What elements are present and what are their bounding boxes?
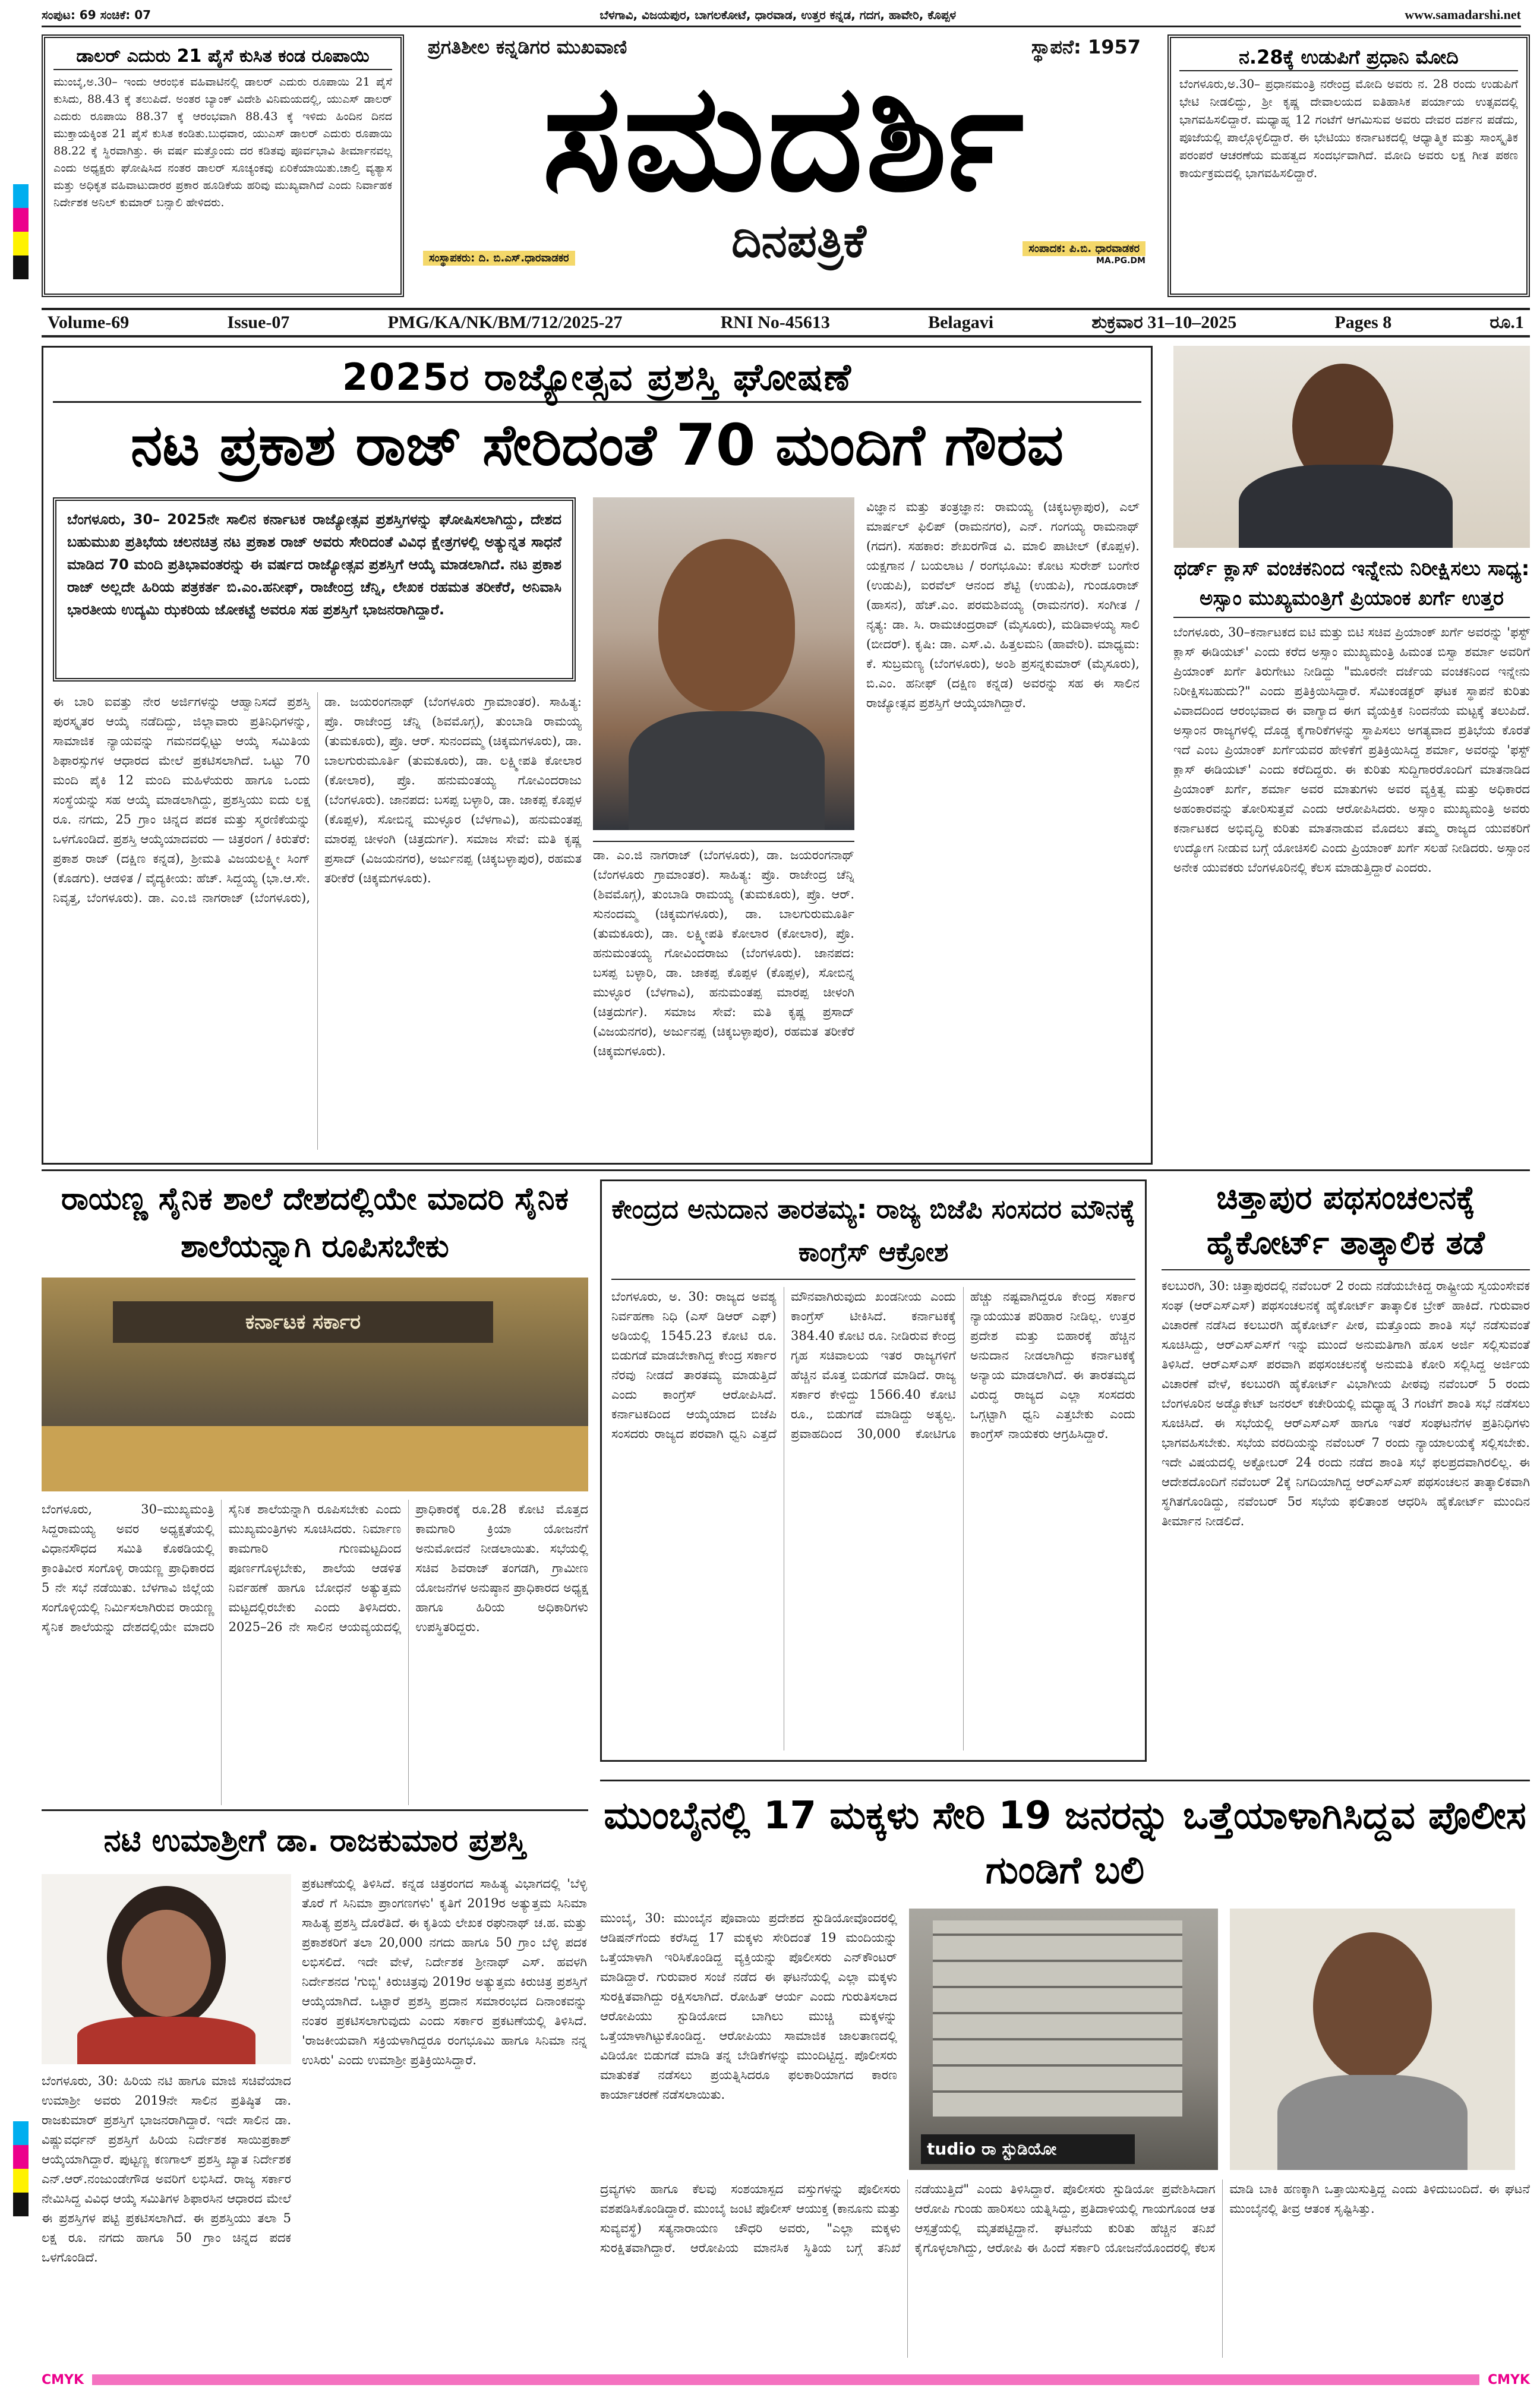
umashree-row bbox=[42, 1874, 588, 2339]
footer-pink-strip bbox=[92, 2374, 1479, 2385]
chittapur-body: ಕಲಬುರಗಿ, 30: ಚಿತ್ತಾಪುರದಲ್ಲಿ ನವೆಂಬರ್ 2 ರಂದು ನಡೆಯಬೇಕಿದ್ದ ರಾಷ್ಟ್ರೀಯ ಸ್ವಯಂಸೇವಕ ಸಂಘ (ಆರ್‌ಎಸ್‌ಎಸ್) ಪಥಸಂಚಲನಕ್ಕೆ ಹೈಕೋರ್ಟ್ ತಾತ್ಕಾಲಿಕ ಬ್ರೇಕ್ ಹಾಕಿದೆ. ಗುರುವಾರ ವಿಚಾರಣೆ ನಡೆಸಿದ ಕಲಬುರಗಿ ಹೈಕೋರ್ಟ್ ಪೀಠ, ಮತ್ತೊಂದು ಶಾಂತಿ ಸಭೆ ನಡೆಸುವಂತೆ ಸೂಚಿಸಿದ್ದು, ಆರ್‌ಎಸ್‌ಎಸ್‌ಗೆ ಇನ್ನು ಮುಂದೆ ಅನುಮತಿಗಾಗಿ ಹೊಸ ಅರ್ಜಿ ಸಲ್ಲಿಸುವಂತೆ ತಿಳಿಸಿದೆ. ಆರ್‌ಎಸ್‌ಎಸ್ ಪರವಾಗಿ ಪಥಸಂಚಲನಕ್ಕೆ ಅನುಮತಿ ಕೋರಿ ಸಲ್ಲಿಸಿದ್ದ ಅರ್ಜಿಯ ವಿಚಾರಣೆ ವೇಳೆ, ಕಲಬುರಗಿ ಹೈಕೋರ್ಟ್ ವಿಭಾಗೀಯ ಪೀಠವು ನವೆಂಬರ್ 5 ರಂದು ಬೆಂಗಳೂರಿನ ಅಡ್ವೊಕೇಟ್ ಜನರಲ್ ಕಚೇರಿಯಲ್ಲಿ ಮಧ್ಯಾಹ್ನ 3 ಗಂಟೆಗೆ ಶಾಂತಿ ಸಭೆ ನಡೆಸಲು ಸೂಚಿಸಿದೆ. ಈ ಸಭೆಯಲ್ಲಿ ಆರ್‌ಎಸ್‌ಎಸ್ ಹಾಗೂ ಇತರೆ ಸಂಘಟನೆಗಳ ಪ್ರತಿನಿಧಿಗಳು ಭಾಗವಹಿಸಬೇಕು. ಸಭೆಯ ವರದಿಯನ್ನು ನವೆಂಬರ್ 7 ರಂದು ನ್ಯಾಯಾಲಯಕ್ಕೆ ಸಲ್ಲಿಸಬೇಕು. ಇದೇ ವಿಷಯದಲ್ಲಿ ಅಕ್ಟೋಬರ್ 24 ರಂದು ನಡೆದ ಶಾಂತಿ ಸಭೆ ಫಲಪ್ರದವಾಗಿರಲಿಲ್ಲ. ಈ ಆದೇಶದೊಂದಿಗೆ ನವೆಂಬರ್ 2ಕ್ಕೆ ನಿಗದಿಯಾಗಿದ್ದ ಆರ್‌ಎಸ್‌ಎಸ್ ಪಥಸಂಚಲನ ತಾತ್ಕಾಲಿಕವಾಗಿ ಸ್ಥಗಿತಗೊಂಡಿದ್ದು, ನವೆಂಬರ್ 5ರ ಸಭೆಯ ಫಲಿತಾಂಶ ಆಧರಿಸಿ ಹೈಕೋರ್ಟ್ ಮುಂದಿನ ತೀರ್ಮಾನ ನೀಡಲಿದೆ. bbox=[1162, 1279, 1530, 1528]
umashree-photo bbox=[42, 1874, 291, 2064]
priyank-kharge-photo bbox=[1173, 346, 1530, 548]
cmyk-cyan-bottom bbox=[13, 2121, 29, 2145]
chittapur-story bbox=[1162, 1175, 1530, 1770]
funds-headline: ಕೇಂದ್ರದ ಅನುದಾನ ತಾರತಮ್ಯ: ರಾಜ್ಯ ಬಿಜೆಪಿ ಸಂಸದರ ಮೌನಕ್ಕೆ ಕಾಂಗ್ರೆಸ್ ಆಕ್ರೋಶ bbox=[611, 1188, 1135, 1280]
umashree-body-right: ಪ್ರಕಟಣೆಯಲ್ಲಿ ತಿಳಿಸಿದೆ. ಕನ್ನಡ ಚಿತ್ರರಂಗದ ಸಾಹಿತ್ಯ ವಿಭಾಗದಲ್ಲಿ 'ಬೆಳ್ಳಿ ತೊರೆ ಗೆ ಸಿನಿಮಾ ಪ್ರಾಂಗಣಗಳು' ಕೃತಿಗೆ 2019ರ ಅತ್ಯುತ್ತಮ ಸಿನಿಮಾ ಸಾಹಿತ್ಯ ಪ್ರಶಸ್ತಿ ದೊರೆತಿದೆ. ಈ ಕೃತಿಯ ಲೇಖಕ ರಘುನಾಥ್ ಚ.ಹ. ಮತ್ತು ಪ್ರಕಾಶಕರಿಗೆ ತಲಾ 20,000 ನಗದು ಹಾಗೂ 50 ಗ್ರಾಂ ಬೆಳ್ಳಿ ಪದಕ ಲಭಿಸಲಿದೆ. ಇದೇ ವೇಳೆ, ನಿರ್ದೇಶಕ ಶ್ರೀನಾಥ್ ಎಸ್. ಹವಳಗಿ ನಿರ್ದೇಶನದ 'ಗುಬ್ಬಿ' ಕಿರುಚಿತ್ರವು 2019ರ ಅತ್ಯುತ್ತಮ ಕಿರುಚಿತ್ರ ಪ್ರಶಸ್ತಿಗೆ ಆಯ್ಕೆಯಾಗಿದೆ. ಒಟ್ಟಾರೆ ಪ್ರಶಸ್ತಿ ಪ್ರದಾನ ಸಮಾರಂಭದ ದಿನಾಂಕವನ್ನು ನಂತರ ಪ್ರಕಟಿಸಲಾಗುವುದು ಎಂದು ಸರ್ಕಾರ ಪ್ರಕಟಣೆಯಲ್ಲಿ ತಿಳಿಸಿದೆ. 'ರಾಜಕೀಯವಾಗಿ ಸಕ್ರಿಯಳಾಗಿದ್ದರೂ ರಂಗಭೂಮಿ ಹಾಗೂ ಸಿನಿಮಾ ನನ್ನ ಉಸಿರು' ಎಂದು ಉಮಾಶ್ರೀ ಪ್ರತಿಕ್ರಿಯಿಸಿದ್ದಾರೆ. bbox=[302, 1876, 587, 2067]
studio-sign: tudio ರಾ ಸ್ಟುಡಿಯೋ bbox=[921, 2134, 1135, 2164]
photo-banner-text: ಕರ್ನಾಟಕ ಸರ್ಕಾರ bbox=[113, 1301, 493, 1343]
right-ear-body: ಬೆಂಗಳೂರು,ಅ.30– ಪ್ರಧಾನಮಂತ್ರಿ ನರೇಂದ್ರ ಮೋದಿ ಅವರು ನ. 28 ರಂದು ಉಡುಪಿಗೆ ಭೇಟಿ ನೀಡಲಿದ್ದು, ಶ್ರೀ ಕೃಷ್ಣ ದೇವಾಲಯದ ಐತಿಹಾಸಿಕ ಪರ್ಯಾಯ ಉತ್ಸವದಲ್ಲಿ ಭಾಗವಹಿಸಲಿದ್ದಾರೆ. ಮಧ್ಯಾಹ್ನ 12 ಗಂಟೆಗೆ ಆಗಮಿಸುವ ಅವರು ದೇವರ ದರ್ಶನ ಪಡೆದು, ಪೂಜೆಯಲ್ಲಿ ಪಾಲ್ಗೊಳ್ಳಲಿದ್ದಾರೆ. ಈ ಭೇಟಿಯು ಕರ್ನಾಟಕದಲ್ಲಿ ಆಧ್ಯಾತ್ಮಿಕ ಮತ್ತು ಸಾಂಸ್ಕೃತಿಕ ಪರಂಪರೆ ಆಚರಣೆಯ ಮಹತ್ವದ ಸಂದರ್ಭವಾಗಿದೆ. ಮೋದಿ ಅವರು ಲಕ್ಷ ಗೀತ ಪಠಣ ಕಾರ್ಯಕ್ರಮದಲ್ಲಿ ಭಾಗವಹಿಸಲಿದ್ದಾರೆ. bbox=[1179, 77, 1518, 180]
lead-intro: ಬೆಂಗಳೂರು, 30– 2025ನೇ ಸಾಲಿನ ಕರ್ನಾಟಕ ರಾಜ್ಯೋತ್ಸವ ಪ್ರಶಸ್ತಿಗಳನ್ನು ಘೋಷಿಸಲಾಗಿದ್ದು, ದೇಶದ ಬಹುಮುಖ ಪ್ರತಿಭೆಯ ಚಲನಚಿತ್ರ ನಟ ಪ್ರಕಾಶ ರಾಜ್ ಅವರು ಸೇರಿದಂತೆ ವಿವಿಧ ಕ್ಷೇತ್ರಗಳಲ್ಲಿ ಅತ್ಯುನ್ನತ ಸಾಧನೆ ಮಾಡಿದ 70 ಮಂದಿ ಪ್ರತಿಭಾವಂತರನ್ನು ಈ ವರ್ಷದ ರಾಜ್ಯೋತ್ಸವ ಪ್ರಶಸ್ತಿಗೆ ಆಯ್ಕೆ ಮಾಡಲಾಗಿದೆ. ನಟ ಪ್ರಕಾಶ ರಾಜ್ ಅಲ್ಲದೇ ಹಿರಿಯ ಪತ್ರಕರ್ತ ಬಿ.ಎಂ.ಹನೀಫ್, ರಾಜೇಂದ್ರ ಚೆನ್ನಿ, ಲೇಖಕ ರಹಮತ ತರೀಕೆರೆ, ಅನಿವಾಸಿ ಭಾರತೀಯ ಉದ್ಯಮಿ ಝಕರಿಯ ಜೋಕಟ್ಟೆ ಅವರೂ ಸಹ ಪ್ರಶಸ್ತಿಗೆ ಭಾಜನರಾಗಿದ್ದಾರೆ. bbox=[67, 511, 561, 618]
lead-headline: ನಟ ಪ್ರಕಾಶ ರಾಜ್ ಸೇರಿದಂತೆ 70 ಮಂದಿಗೆ ಗೌರವ bbox=[130, 412, 1064, 478]
masthead-bottom-row bbox=[416, 212, 1153, 270]
postal-registration: PMG/KA/NK/BM/712/2025-27 bbox=[387, 313, 623, 332]
section-divider bbox=[42, 1169, 1530, 1171]
website-link[interactable]: www.samadarshi.net bbox=[1405, 7, 1521, 22]
left-ear-body: ಮುಂಬೈ,ಅ.30– ಇಂದು ಆರಂಭಿಕ ವಹಿವಾಟಿನಲ್ಲಿ ಡಾಲರ್ ಎದುರು ರೂಪಾಯಿ 21 ಪೈಸೆ ಕುಸಿದು, 88.43 ಕ್ಕೆ ತಲುಪಿದೆ. ಅಂತರ ಬ್ಯಾಂಕ್ ವಿದೇಶಿ ವಿನಿಮಯದಲ್ಲಿ, ಯುಎಸ್ ಡಾಲರ್ ಎದುರು ರೂಪಾಯಿ 88.37 ಕ್ಕೆ ಆರಂಭವಾಗಿ 88.43 ಕ್ಕೆ ಇಳಿದು ಹಿಂದಿನ ದಿನದ ಮುಕ್ತಾಯಕ್ಕಿಂತ 21 ಪೈಸೆ ಕುಸಿತ ಕಂಡಿತು.ಬುಧವಾರ, ಯುಎಸ್ ಡಾಲರ್ ಎದುರು ರೂಪಾಯಿ 88.22 ಕ್ಕೆ ಸ್ಥಿರವಾಗಿತ್ತು. ಈ ವರ್ಷ ಮತ್ತೊಂದು ದರ ಕಡಿತವು ಪೂರ್ವಭಾವಿ ತೀರ್ಮಾನವಲ್ಲ ಎಂದು ಅಧ್ಯಕ್ಷರು ಘೋಷಿಸಿದ ನಂತರ ಡಾಲರ್ ಸೂಚ್ಯಂಕವು ಏರಿಕೆಯಾಯಿತು.ಚಾಲ್ತಿ ವ್ಯತ್ಯಾಸ ಮತ್ತು ಅಧಿಕೃತ ವಹಿವಾಟುದಾರರ ಪ್ರಕಾರ ಹೂಡಿಕೆಯ ಹರಿವು ಮುಖ್ಯವಾಗಿದೆ ಎಂದು ನಿರ್ವಾಹಕ ನಿರ್ದೇಶಕ ಅನಿಲ್ ಕುಮಾರ್ ಬನ್ಸಾಲಿ ಹೇಳಿದರು. bbox=[53, 75, 392, 209]
prakash-raj-photo bbox=[593, 497, 854, 830]
section-divider-2 bbox=[600, 1780, 1530, 1781]
page-count: Pages 8 bbox=[1334, 313, 1392, 332]
left-ear-headline: ಡಾಲರ್ ಎದುರು 21 ಪೈಸೆ ಕುಸಿತ ಕಂಡ ರೂಪಾಯಿ bbox=[53, 44, 392, 70]
accused-photo bbox=[1230, 1909, 1515, 2170]
rayanna-story bbox=[42, 1175, 588, 1805]
lead-story bbox=[42, 346, 1153, 1165]
right-ear-headline: ನ.28ಕ್ಕೆ ಉಡುಪಿಗೆ ಪ್ರಧಾನಿ ಮೋದಿ bbox=[1179, 44, 1518, 71]
cmyk-cyan-top bbox=[13, 184, 29, 208]
cmyk-black-top bbox=[13, 256, 29, 279]
priyank-headline: ಥರ್ಡ್ ಕ್ಲಾಸ್ ವಂಚಕನಿಂದ ಇನ್ನೇನು ನಿರೀಕ್ಷಿಸಲು ಸಾಧ್ಯ: ಅಸ್ಸಾಂ ಮುಖ್ಯಮಂತ್ರಿಗೆ ಪ್ರಿಯಾಂಕ ಖರ್ಗೆ ಉತ್ತರ bbox=[1173, 554, 1530, 618]
lead-body-left-a: ಈ ಬಾರಿ ಐವತ್ತು ನೇರ ಅರ್ಜಿಗಳನ್ನು ಆಹ್ವಾನಿಸದೆ ಪ್ರಶಸ್ತಿ ಪುರಸ್ಕೃತರ ಆಯ್ಕೆ ನಡೆದಿದ್ದು, ಜಿಲ್ಲಾವಾರು ಪ್ರತಿನಿಧಿಗಳನ್ನು, ಸಾಮಾಜಿಕ ನ್ಯಾಯವನ್ನು ಗಮನದಲ್ಲಿಟ್ಟು ಆಯ್ಕೆ ಸಮಿತಿಯ ಶಿಫಾರಸ್ಸುಗಳ ಆಧಾರದ ಮೇಲೆ ಪ್ರಕಟಿಸಲಾಗಿದೆ. ಒಟ್ಟು 70 ಮಂದಿ ಪೈಕಿ 12 ಮಂದಿ ಮಹಿಳೆಯರು ಹಾಗೂ ಒಂದು ಸಂಸ್ಥೆಯನ್ನು ಸಹ ಆಯ್ಕೆ ಮಾಡಲಾಗಿದ್ದು, ಪ್ರಶಸ್ತಿಯು ಐದು ಲಕ್ಷ ರೂ. ನಗದು, 25 ಗ್ರಾಂ ಚಿನ್ನದ ಪದಕ ಮತ್ತು ಸ್ಮರಣಿಕೆಯನ್ನು ಒಳಗೊಂಡಿದೆ. ಪ್ರಶಸ್ತಿ ಆಯ್ಕೆಯಾದವರು — ಚಿತ್ರರಂಗ / ಕಿರುತೆರೆ: ಪ್ರಕಾಶ ರಾಜ್ (ದಕ್ಷಿಣ ಕನ್ನಡ), ಶ್ರೀಮತಿ ವಿಜಯಲಕ್ಷ್ಮೀ ಸಿಂಗ್ (ಕೊಡಗು). ಆಡಳಿತ / ವೈದ್ಯಕೀಯ: ಹೆಚ್. ಸಿದ್ದಯ್ಯ (ಭಾ.ಆ.ಸೇ. ನಿವೃತ್ತ, ಬೆಂಗಳೂರು). bbox=[53, 695, 310, 905]
umashree-body-left: ಬೆಂಗಳೂರು, 30: ಹಿರಿಯ ನಟಿ ಹಾಗೂ ಮಾಜಿ ಸಚಿವೆಯಾದ ಉಮಾಶ್ರೀ ಅವರು 2019ನೇ ಸಾಲಿನ ಪ್ರತಿಷ್ಠಿತ ಡಾ. ರಾಜಕುಮಾರ್ ಪ್ರಶಸ್ತಿಗೆ ಭಾಜನರಾಗಿದ್ದಾರೆ. ಇದೇ ಸಾಲಿನ ಡಾ. ವಿಷ್ಣುವರ್ಧನ್ ಪ್ರಶಸ್ತಿಗೆ ಹಿರಿಯ ನಿರ್ದೇಶಕ ಸಾಯಿಪ್ರಕಾಶ್ ಆಯ್ಕೆಯಾಗಿದ್ದಾರೆ. ಪುಟ್ಟಣ್ಣ ಕಣಗಾಲ್ ಪ್ರಶಸ್ತಿ ಖ್ಯಾತ ನಿರ್ದೇಶಕ ಎನ್.ಆರ್.ನಂಜುಂಡೇಗೌಡ ಅವರಿಗೆ ಲಭಿಸಿದೆ. ರಾಜ್ಯ ಸರ್ಕಾರ ನೇಮಿಸಿದ್ದ ವಿವಿಧ ಆಯ್ಕೆ ಸಮಿತಿಗಳ ಶಿಫಾರಸಿನ ಆಧಾರದ ಮೇಲೆ ಈ ಪ್ರಶಸ್ತಿಗಳ ಪಟ್ಟಿ ಪ್ರಕಟಿಸಲಾಗಿದೆ. ಈ ಪ್ರಶಸ್ತಿಯು ತಲಾ 5 ಲಕ್ಷ ರೂ. ನಗದು ಹಾಗೂ 50 ಗ್ರಾಂ ಚಿನ್ನದ ಪದಕ ಒಳಗೊಂಡಿದೆ. bbox=[42, 2074, 291, 2264]
publication-date: ಶುಕ್ರವಾರ 31–10–2025 bbox=[1091, 313, 1237, 332]
umashree-left-col bbox=[42, 1874, 291, 2339]
mumbai-story bbox=[600, 1789, 1530, 2362]
cmyk-yellow-bottom bbox=[13, 2169, 29, 2193]
right-ear-box bbox=[1167, 34, 1530, 297]
rni-number: RNI No-45613 bbox=[720, 313, 830, 332]
lead-intro-box bbox=[53, 497, 576, 682]
masthead bbox=[416, 31, 1153, 304]
founder-label: ಸಂಸ್ಥಾಪಕರು: ದಿ. ಬಿ.ಎಸ್.ಧಾರವಾಡಕರ bbox=[423, 251, 575, 266]
editor-block bbox=[1023, 241, 1145, 266]
volume-number: Volume-69 bbox=[48, 313, 130, 332]
cmyk-black-bottom bbox=[13, 2193, 29, 2216]
issue-number: Issue-07 bbox=[227, 313, 290, 332]
mumbai-row bbox=[600, 1909, 1530, 2170]
rayanna-headline: ರಾಯಣ್ಣ ಸೈನಿಕ ಶಾಲೆ ದೇಶದಲ್ಲಿಯೇ ಮಾದರಿ ಸೈನಿಕ ಶಾಲೆಯನ್ನಾಗಿ ರೂಪಿಸಬೇಕು bbox=[61, 1181, 569, 1264]
editor-label: ಸಂಪಾದಕ: ಪಿ.ಬಿ. ಧಾರವಾಡಕರ bbox=[1023, 241, 1145, 256]
tagline: ಪ್ರಗತಿಶೀಲ ಕನ್ನಡಿಗರ ಮುಖವಾಣಿ bbox=[428, 36, 627, 58]
mumbai-body-bottom: ದ್ರವ್ಯಗಳು ಹಾಗೂ ಕೆಲವು ಸಂಶಯಾಸ್ಪದ ವಸ್ತುಗಳನ್ನು ಪೊಲೀಸರು ವಶಪಡಿಸಿಕೊಂಡಿದ್ದಾರೆ. ಮುಂಬೈ ಜಂಟಿ ಪೊಲೀಸ್ ಆಯುಕ್ತ (ಕಾನೂನು ಮತ್ತು ಸುವ್ಯವಸ್ಥೆ) ಸತ್ಯನಾರಾಯಣ ಚೌಧರಿ ಅವರು, "ಎಲ್ಲಾ ಮಕ್ಕಳು ಸುರಕ್ಷಿತವಾಗಿದ್ದಾರೆ. ಆರೋಪಿಯ ಮಾನಸಿಕ ಸ್ಥಿತಿಯ ಬಗ್ಗೆ ತನಿಖೆ ನಡೆಯುತ್ತಿದೆ" ಎಂದು ತಿಳಿಸಿದ್ದಾರೆ. ಪೊಲೀಸರು ಸ್ಟುಡಿಯೋ ಪ್ರವೇಶಿಸಿದಾಗ ಆರೋಪಿ ಗುಂಡು ಹಾರಿಸಲು ಯತ್ನಿಸಿದ್ದು, ಪ್ರತಿದಾಳಿಯಲ್ಲಿ ಗಾಯಗೊಂಡ ಆತ ಆಸ್ಪತ್ರೆಯಲ್ಲಿ ಮೃತಪಟ್ಟಿದ್ದಾನೆ. ಘಟನೆಯ ಕುರಿತು ಹೆಚ್ಚಿನ ತನಿಖೆ ಕೈಗೊಳ್ಳಲಾಗಿದ್ದು, ಆರೋಪಿ ಈ ಹಿಂದೆ ಸರ್ಕಾರಿ ಯೋಜನೆಯೊಂದರಲ್ಲಿ ಕೆಲಸ ಮಾಡಿ ಬಾಕಿ ಹಣಕ್ಕಾಗಿ ಒತ್ತಾಯಿಸುತ್ತಿದ್ದ ಎಂದು ತಿಳಿದುಬಂದಿದೆ. ಈ ಘಟನೆ ಮುಂಬೈನಲ್ಲಿ ತೀವ್ರ ಆತಂಕ ಸೃಷ್ಟಿಸಿತ್ತು. bbox=[600, 2182, 1530, 2255]
price: ರೂ.1 bbox=[1489, 313, 1524, 332]
studio-building-photo bbox=[909, 1909, 1218, 2170]
volume-issue-kannada: ಸಂಪುಟ: 69 ಸಂಚಿಕೆ: 07 bbox=[42, 7, 152, 22]
footer-bar bbox=[42, 2371, 1530, 2389]
chittapur-headline: ಚಿತ್ತಾಪುರ ಪಥಸಂಚಲನಕ್ಕೆ ಹೈಕೋರ್ಟ್ ತಾತ್ಕಾಲಿಕ ತಡೆ bbox=[1162, 1175, 1530, 1270]
lead-body-right: ವಿಜ್ಞಾನ ಮತ್ತು ತಂತ್ರಜ್ಞಾನ: ರಾಮಯ್ಯ (ಚಿಕ್ಕಬಳ್ಳಾಪುರ), ಎಲ್ ಮಾರ್ಷಲ್ ಫಿಲಿಪ್ (ರಾಮನಗರ), ಎನ್. ಗಂಗಯ್ಯ ರಾಮನಾಥ್ (ಗದಗ). ಸಹಕಾರ: ಶೇಖರಗೌಡ ವಿ. ಮಾಲಿ ಪಾಟೀಲ್ (ಕೊಪ್ಪಳ). ಯಕ್ಷಗಾನ / ಬಯಲಾಟ / ರಂಗಭೂಮಿ: ಕೋಟ ಸುರೇಶ್ ಬಂಗೇರ (ಉಡುಪಿ), ಐರವೆಲ್ ಆನಂದ ಶೆಟ್ಟಿ (ಉಡುಪಿ), ಗುಂಡೂರಾಜ್ (ಹಾಸನ), ಹೆಚ್.ಎಂ. ಪರಮಶಿವಯ್ಯ (ರಾಮನಗರ). ಸಂಗೀತ / ನೃತ್ಯ: ಡಾ. ಸಿ. ರಾಮಚಂದ್ರರಾವ್ (ಮೈಸೂರು), ಮಡಿವಾಳಯ್ಯ ಸಾಲಿ (ಬೀದರ್). ಕೃಷಿ: ಡಾ. ಎಸ್.ವಿ. ಹಿತ್ತಲಮನಿ (ಹಾವೇರಿ). ಮಾಧ್ಯಮ: ಕೆ. ಸುಬ್ರಮಣ್ಯ (ಬೆಂಗಳೂರು), ಅಂಶಿ ಪ್ರಸನ್ನಕುಮಾರ್ (ಮೈಸೂರು), ಬಿ.ಎಂ. ಹನೀಫ್ (ದಕ್ಷಿಣ ಕನ್ನಡ) ಅವರನ್ನು ಸಹ ಈ ಸಾಲಿನ ರಾಜ್ಯೋತ್ಸವ ಪ್ರಶಸ್ತಿಗೆ ಆಯ್ಕೆಯಾಗಿದ್ದಾರೆ. bbox=[866, 500, 1140, 710]
edition-cities: ಬೆಳಗಾವಿ, ವಿಜಯಪುರ, ಬಾಗಲಕೋಟೆ, ಧಾರವಾಡ, ಉತ್ತರ ಕನ್ನಡ, ಗದಗ, ಹಾವೇರಿ, ಕೊಪ್ಪಳ bbox=[599, 7, 957, 22]
top-bar bbox=[42, 4, 1521, 27]
lead-body-mid: ಡಾ. ಎಂ.ಜಿ ನಾಗರಾಜ್ (ಬೆಂಗಳೂರು), ಡಾ. ಜಯರಂಗನಾಥ್ (ಬೆಂಗಳೂರು ಗ್ರಾಮಾಂತರ). ಸಾಹಿತ್ಯ: ಪ್ರೊ. ರಾಜೇಂದ್ರ ಚೆನ್ನಿ (ಶಿವಮೊಗ್ಗ), ತುಂಬಾಡಿ ರಾಮಯ್ಯ (ತುಮಕೂರು), ಪ್ರೊ. ಆರ್. ಸುನಂದಮ್ಮ (ಚಿಕ್ಕಮಗಳೂರು), ಡಾ. ಬಾಲಗುರುಮೂರ್ತಿ (ತುಮಕೂರು), ಡಾ. ಲಕ್ಷ್ಮೀಪತಿ ಕೋಲಾರ (ಕೋಲಾರ), ಪ್ರೊ. ಹನುಮಂತಯ್ಯ ಗೋವಿಂದರಾಜು (ಬೆಂಗಳೂರು). ಜಾನಪದ: ಬಸಪ್ಪ ಬಳ್ಳಾರಿ, ಡಾ. ಜಾಕಪ್ಪ ಕೊಪ್ಪಳ (ಕೊಪ್ಪಳ), ಸೋಬಿನ್ನ ಮುಳ್ಳೂರ (ಬೆಳಗಾವಿ), ಹನುಮಂತಪ್ಪ ಮಾರಪ್ಪ ಚೀಳಂಗಿ (ಚಿತ್ರದುರ್ಗ). ಸಮಾಜ ಸೇವೆ: ಮತಿ ಕೃಷ್ಣ ಪ್ರಸಾದ್ (ವಿಜಯನಗರ), ಅರ್ಜುನಪ್ಪ (ಚಿಕ್ಕಬಳ್ಳಾಪುರ), ರಹಮತ ತರೀಕೆರೆ (ಚಿಕ್ಕಮಗಳೂರು). bbox=[593, 841, 854, 1150]
priyank-body: ಬೆಂಗಳೂರು, 30–ಕರ್ನಾಟಕದ ಐಟಿ ಮತ್ತು ಬಿಟಿ ಸಚಿವ ಪ್ರಿಯಾಂಕ್ ಖರ್ಗೆ ಅವರನ್ನು 'ಫಸ್ಟ್ ಕ್ಲಾಸ್ ಈಡಿಯಟ್' ಎಂದು ಕರೆದ ಅಸ್ಸಾಂ ಮುಖ್ಯಮಂತ್ರಿ ಹಿಮಂತ ಬಿಸ್ವಾ ಶರ್ಮಾ ಅವರಿಗೆ ಪ್ರಿಯಾಂಕ್ ಖರ್ಗೆ ತಿರುಗೇಟು ನೀಡಿದ್ದು "ಮೂರನೇ ದರ್ಜೆಯ ವಂಚಕನಿಂದ ಇನ್ನೇನು ನಿರೀಕ್ಷಿಸಬಹುದು?" ಎಂದು ಪ್ರತಿಕ್ರಿಯಿಸಿದ್ದಾರೆ. ಸೆಮಿಕಂಡಕ್ಟರ್ ಘಟಕ ಸ್ಥಾಪನೆ ಕುರಿತು ವಿವಾದದಿಂದ ಆರಂಭವಾದ ಈ ವಾಗ್ವಾದ ಈಗ ವೈಯಕ್ತಿಕ ನಿಂದನೆಯ ಮಟ್ಟಕ್ಕೆ ತಲುಪಿದೆ. ಅಸ್ಸಾಂನ ರಾಜ್ಯಗಳಲ್ಲಿ ದೊಡ್ಡ ಕೈಗಾರಿಕೆಗಳನ್ನು ಸ್ಥಾಪಿಸಲು ಅಗತ್ಯವಾದ ಪ್ರತಿಭೆಯ ಕೊರತೆ ಇದೆ ಎಂಬ ಪ್ರಿಯಾಂಕ್ ಖರ್ಗೆಯವರ ಹೇಳಿಕೆಗೆ ಪ್ರತಿಕ್ರಿಯಿಸಿದ್ದ ಶರ್ಮಾ, ಅವರನ್ನು 'ಫಸ್ಟ್ ಕ್ಲಾಸ್ ಈಡಿಯಟ್' ಎಂದು ಕರೆದಿದ್ದರು. ಈ ಕುರಿತು ಸುದ್ದಿಗಾರರೊಂದಿಗೆ ಮಾತನಾಡಿದ ಪ್ರಿಯಾಂಕ್ ಖರ್ಗೆ, ಶರ್ಮಾ ಅವರ ಮಾತುಗಳು ಅವರ ವ್ಯಕ್ತಿತ್ವ ಮತ್ತು ಅಧಿಕಾರದ ಅಹಂಕಾರವನ್ನು ತೋರಿಸುತ್ತವೆ ಎಂದು ಆರೋಪಿಸಿದರು. ಅಸ್ಸಾಂ ಮುಖ್ಯಮಂತ್ರಿ ಅವರು ಕರ್ನಾಟಕದ ಅಭಿವೃದ್ಧಿ ಕುರಿತು ಮಾತನಾಡುವ ಮೊದಲು ತಮ್ಮ ರಾಜ್ಯದ ಯುವಕರಿಗೆ ಉದ್ಯೋಗ ನೀಡುವ ಬಗ್ಗೆ ಯೋಚಿಸಲಿ ಎಂದು ಪ್ರಿಯಾಂಕ್ ಖರ್ಗೆ ಸಲಹೆ ನೀಡಿದರು. ಅಸ್ಸಾಂನ ಅನೇಕ ಯುವಕರು ಬೆಂಗಳೂರಿನಲ್ಲಿ ಕೆಲಸ ಮಾಡುತ್ತಿದ್ದಾರೆ ಎಂದರು. bbox=[1173, 625, 1530, 875]
cmyk-magenta-top bbox=[13, 208, 29, 232]
mumbai-body-top: ಮುಂಬೈ, 30: ಮುಂಬೈನ ಪೊವಾಯಿ ಪ್ರದೇಶದ ಸ್ಟುಡಿಯೋವೊಂದರಲ್ಲಿ ಆಡಿಷನ್‌ಗೆಂದು ಕರೆಸಿದ್ದ 17 ಮಕ್ಕಳು ಸೇರಿದಂತೆ 19 ಮಂದಿಯನ್ನು ಒತ್ತೆಯಾಳಾಗಿ ಇರಿಸಿಕೊಂಡಿದ್ದ ವ್ಯಕ್ತಿಯನ್ನು ಪೊಲೀಸರು ಎನ್‌ಕೌಂಟರ್ ಮಾಡಿದ್ದಾರೆ. ಗುರುವಾರ ಸಂಜೆ ನಡೆದ ಈ ಘಟನೆಯಲ್ಲಿ ಎಲ್ಲಾ ಮಕ್ಕಳು ಸುರಕ್ಷಿತವಾಗಿದ್ದು ರಕ್ಷಿಸಲಾಗಿದೆ. ರೋಹಿತ್ ಆರ್ಯ ಎಂದು ಗುರುತಿಸಲಾದ ಆರೋಪಿಯು ಸ್ಟುಡಿಯೋದ ಬಾಗಿಲು ಮುಚ್ಚಿ ಮಕ್ಕಳನ್ನು ಒತ್ತೆಯಾಳಾಗಿಟ್ಟುಕೊಂಡಿದ್ದ. ಆರೋಪಿಯು ಸಾಮಾಜಿಕ ಜಾಲತಾಣದಲ್ಲಿ ವಿಡಿಯೋ ಬಿಡುಗಡೆ ಮಾಡಿ ತನ್ನ ಬೇಡಿಕೆಗಳನ್ನು ಮುಂದಿಟ್ಟಿದ್ದ. ಪೊಲೀಸರು ಮಾತುಕತೆ ನಡೆಸಲು ಪ್ರಯತ್ನಿಸಿದರೂ ಫಲಕಾರಿಯಾಗದ ಕಾರಣ ಕಾರ್ಯಾಚರಣೆ ನಡೆಸಲಾಯಿತು. bbox=[600, 1911, 897, 2102]
lead-kicker: 2025ರ ರಾಜ್ಯೋತ್ಸವ ಪ್ರಶಸ್ತಿ ಘೋಷಣೆ bbox=[53, 354, 1141, 403]
rayanna-meeting-photo bbox=[42, 1278, 588, 1491]
publication-place: Belagavi bbox=[928, 313, 994, 332]
rayanna-body: ಬೆಂಗಳೂರು, 30–ಮುಖ್ಯಮಂತ್ರಿ ಸಿದ್ದರಾಮಯ್ಯ ಅವರ ಅಧ್ಯಕ್ಷತೆಯಲ್ಲಿ ವಿಧಾನಸೌಧದ ಸಮಿತಿ ಕೊಠಡಿಯಲ್ಲಿ ಕ್ರಾಂತಿವೀರ ಸಂಗೊಳ್ಳಿ ರಾಯಣ್ಣ ಪ್ರಾಧಿಕಾರದ 5 ನೇ ಸಭೆ ನಡೆಯಿತು. ಬೆಳಗಾವಿ ಜಿಲ್ಲೆಯ ಸಂಗೊಳ್ಳಿಯಲ್ಲಿ ನಿರ್ಮಿಸಲಾಗಿರುವ ರಾಯಣ್ಣ ಸೈನಿಕ ಶಾಲೆಯನ್ನು ದೇಶದಲ್ಲಿಯೇ ಮಾದರಿ ಸೈನಿಕ ಶಾಲೆಯನ್ನಾಗಿ ರೂಪಿಸಬೇಕು ಎಂದು ಮುಖ್ಯಮಂತ್ರಿಗಳು ಸೂಚಿಸಿದರು. ನಿರ್ಮಾಣ ಕಾಮಗಾರಿ ಗುಣಮಟ್ಟದಿಂದ ಪೂರ್ಣಗೊಳ್ಳಬೇಕು, ಶಾಲೆಯ ಆಡಳಿತ ನಿರ್ವಹಣೆ ಹಾಗೂ ಬೋಧನೆ ಅತ್ಯುತ್ತಮ ಮಟ್ಟದಲ್ಲಿರಬೇಕು ಎಂದು ತಿಳಿಸಿದರು. 2025–26 ನೇ ಸಾಲಿನ ಆಯವ್ಯಯದಲ್ಲಿ ಪ್ರಾಧಿಕಾರಕ್ಕೆ ರೂ.28 ಕೋಟಿ ಮೊತ್ತದ ಕಾಮಗಾರಿ ಕ್ರಿಯಾ ಯೋಜನೆಗೆ ಅನುಮೋದನೆ ನೀಡಲಾಯಿತು. ಸಭೆಯಲ್ಲಿ ಸಚಿವ ಶಿವರಾಜ್ ತಂಗಡಗಿ, ಗ್ರಾಮೀಣ ಯೋಜನೆಗಳ ಅನುಷ್ಠಾನ ಪ್ರಾಧಿಕಾರದ ಅಧ್ಯಕ್ಷ ಹಾಗೂ ಹಿರಿಯ ಅಧಿಕಾರಿಗಳು ಉಪಸ್ಥಿತರಿದ್ದರು. bbox=[42, 1502, 588, 1634]
cmyk-yellow-top bbox=[13, 232, 29, 256]
cmyk-label-right: CMYK bbox=[1487, 2372, 1530, 2387]
cmyk-magenta-bottom bbox=[13, 2145, 29, 2169]
newspaper-subtitle: ದಿನಪತ್ರಿಕೆ bbox=[731, 215, 866, 268]
info-bar bbox=[42, 308, 1530, 338]
lead-body-left bbox=[53, 692, 582, 1150]
umashree-headline: ನಟಿ ಉಮಾಶ್ರೀಗೆ ಡಾ. ರಾಜಕುಮಾರ ಪ್ರಶಸ್ತಿ bbox=[103, 1823, 526, 1859]
lead-body-left-b: ಡಾ. ಎಂ.ಜಿ ನಾಗರಾಜ್ (ಬೆಂಗಳೂರು), ಡಾ. ಜಯರಂಗನಾಥ್ (ಬೆಂಗಳೂರು ಗ್ರಾಮಾಂತರ). ಸಾಹಿತ್ಯ: ಪ್ರೊ. ರಾಜೇಂದ್ರ ಚೆನ್ನಿ (ಶಿವಮೊಗ್ಗ), ತುಂಬಾಡಿ ರಾಮಯ್ಯ (ತುಮಕೂರು), ಪ್ರೊ. ಆರ್. ಸುನಂದಮ್ಮ (ಚಿಕ್ಕಮಗಳೂರು), ಡಾ. ಬಾಲಗುರುಮೂರ್ತಿ (ತುಮಕೂರು), ಡಾ. ಲಕ್ಷ್ಮೀಪತಿ ಕೋಲಾರ (ಕೋಲಾರ), ಪ್ರೊ. ಹನುಮಂತಯ್ಯ ಗೋವಿಂದರಾಜು (ಬೆಂಗಳೂರು). ಜಾನಪದ: ಬಸಪ್ಪ ಬಳ್ಳಾರಿ, ಡಾ. ಜಾಕಪ್ಪ ಕೊಪ್ಪಳ (ಕೊಪ್ಪಳ), ಸೋಬಿನ್ನ ಮುಳ್ಳೂರ (ಬೆಳಗಾವಿ), ಹನುಮಂತಪ್ಪ ಮಾರಪ್ಪ ಚೀಳಂಗಿ (ಚಿತ್ರದುರ್ಗ). ಸಮಾಜ ಸೇವೆ: ಮತಿ ಕೃಷ್ಣ ಪ್ರಸಾದ್ (ವಿಜಯನಗರ), ಅರ್ಜುನಪ್ಪ (ಚಿಕ್ಕಬಳ್ಳಾಪುರ), ರಹಮತ ತರೀಕೆರೆ (ಚಿಕ್ಕಮಗಳೂರು). bbox=[148, 695, 582, 905]
left-ear-box bbox=[42, 34, 404, 297]
umashree-story bbox=[42, 1809, 588, 2362]
cmyk-label-left: CMYK bbox=[42, 2372, 84, 2387]
funds-body: ಬೆಂಗಳೂರು, ಅ. 30: ರಾಜ್ಯದ ಅವಶ್ಯ ನಿರ್ವಹಣಾ ನಿಧಿ (ಎಸ್ ಡಿಆರ್ ಎಫ್) ಅಡಿಯಲ್ಲಿ 1545.23 ಕೋಟಿ ರೂ. ಬಿಡುಗಡೆ ಮಾಡಬೇಕಾಗಿದ್ದ ಕೇಂದ್ರ ಸರ್ಕಾರ ನೆರವು ನೀಡದೆ ತಾರತಮ್ಯ ಮಾಡುತ್ತಿದೆ ಎಂದು ಕಾಂಗ್ರೆಸ್ ಆರೋಪಿಸಿದೆ. ಕರ್ನಾಟಕದಿಂದ ಆಯ್ಕೆಯಾದ ಬಿಜೆಪಿ ಸಂಸದರು ರಾಜ್ಯದ ಪರವಾಗಿ ಧ್ವನಿ ಎತ್ತದೆ ಮೌನವಾಗಿರುವುದು ಖಂಡನೀಯ ಎಂದು ಕಾಂಗ್ರೆಸ್ ಟೀಕಿಸಿದೆ. ಕರ್ನಾಟಕಕ್ಕೆ 384.40 ಕೋಟಿ ರೂ. ನೀಡಿರುವ ಕೇಂದ್ರ ಗೃಹ ಸಚಿವಾಲಯ ಇತರ ರಾಜ್ಯಗಳಿಗೆ ಹೆಚ್ಚಿನ ಮೊತ್ತ ಬಿಡುಗಡೆ ಮಾಡಿದೆ. ರಾಜ್ಯ ಸರ್ಕಾರ ಕೇಳಿದ್ದು 1566.40 ಕೋಟಿ ರೂ., ಬಿಡುಗಡೆ ಮಾಡಿದ್ದು ಅತ್ಯಲ್ಪ. ಪ್ರವಾಹದಿಂದ 30,000 ಕೋಟಿಗೂ ಹೆಚ್ಚು ನಷ್ಟವಾಗಿದ್ದರೂ ಕೇಂದ್ರ ಸರ್ಕಾರ ನ್ಯಾಯಯುತ ಪರಿಹಾರ ನೀಡಿಲ್ಲ. ಉತ್ತರ ಪ್ರದೇಶ ಮತ್ತು ಬಿಹಾರಕ್ಕೆ ಹೆಚ್ಚಿನ ಅನುದಾನ ನೀಡಲಾಗಿದ್ದು ಕರ್ನಾಟಕಕ್ಕೆ ಅನ್ಯಾಯ ಮಾಡಲಾಗಿದೆ. ಈ ತಾರತಮ್ಯದ ವಿರುದ್ಧ ರಾಜ್ಯದ ಎಲ್ಲಾ ಸಂಸದರು ಒಗ್ಗಟ್ಟಾಗಿ ಧ್ವನಿ ಎತ್ತಬೇಕು ಎಂದು ಕಾಂಗ್ರೆಸ್ ನಾಯಕರು ಆಗ್ರಹಿಸಿದ್ದಾರೆ. bbox=[611, 1289, 1135, 1441]
newspaper-title: ಸಮದರ್ಶಿ bbox=[542, 51, 1027, 224]
priyank-story bbox=[1173, 346, 1530, 1130]
mumbai-headline: ಮುಂಬೈನಲ್ಲಿ 17 ಮಕ್ಕಳು ಸೇರಿ 19 ಜನರನ್ನು ಒತ್ತೆಯಾಳಾಗಿಸಿದ್ದವ ಪೊಲೀಸ ಗುಂಡಿಗೆ ಬಲಿ bbox=[604, 1794, 1526, 1893]
established: ಸ್ಥಾಪನೆ: 1957 bbox=[1031, 36, 1141, 58]
editor-degree: MA.PG.DM bbox=[1096, 256, 1145, 266]
funds-story bbox=[600, 1179, 1147, 1762]
